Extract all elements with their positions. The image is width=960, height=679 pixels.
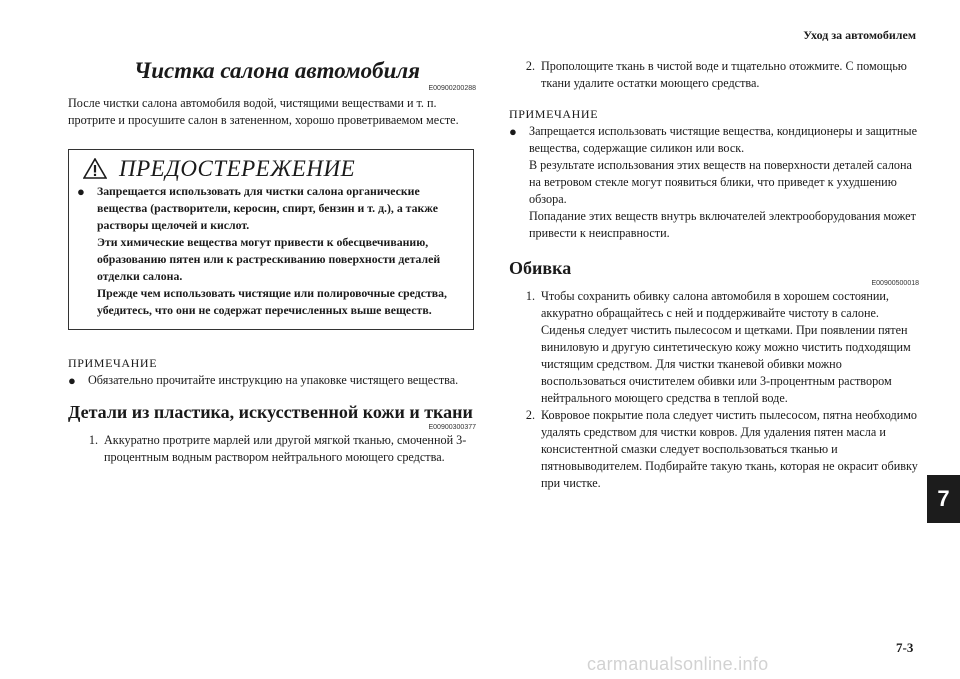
step-number: 1. [525,289,535,303]
step-item [509,407,919,492]
step-item [509,288,919,407]
chapter-tab: 7 [927,475,960,523]
section-code: E00900500018 [871,280,919,287]
watermark: carmanualsonline.info [587,654,769,674]
bullet-icon: ● [68,373,76,388]
section-title-plastic: Детали из пластика, искусственной кожи и ткани [68,402,473,422]
warning-body [77,183,463,319]
warning-bullet [77,183,463,319]
warning-line: Запрещается использовать для чистки салона органические вещества (растворители, керосин, спирт, бензин и т. д.), а также растворы щелочей и кислот. [97,184,438,232]
section-code: E00900200288 [428,85,476,92]
note-line: В результате использования этих веществ на поверхности деталей салона на ветровом стекле могут появиться блики, что приведет к ухудшению обзора. [529,158,912,206]
left-column [68,58,476,466]
step-item [68,432,476,466]
section-title-cleaning: Чистка салона автомобиля [133,58,421,83]
step-text: Чтобы сохранить обивку салона автомобиля в хорошем состоянии, аккуратно обращайтесь с ней и поддерживайте чистоту в салоне. [541,289,889,320]
note-heading: ПРИМЕЧАНИЕ [509,107,599,121]
section-code: E00900300377 [428,424,476,431]
step-text: Прополощите ткань в чистой воде и тщательно отожмите. С помощью ткани удалите остатки моющего средства. [541,59,907,90]
warning-header [83,158,463,179]
section-title-upholstery: Обивка [509,258,572,278]
step-item [509,58,919,92]
warning-box [68,149,474,330]
step-number: 2. [525,59,535,73]
warning-line: Эти химические вещества могут привести к обесцвечиванию, образованию пятен или к растрескиванию поверхности деталей отделки салона. [97,235,441,283]
note-line: Попадание этих веществ внутрь включателей электрооборудования может привести к неисправности. [529,209,916,240]
note-bullet [68,372,476,389]
step-text: Ковровое покрытие пола следует чистить пылесосом, пятна необходимо удалять средством для чистки ковров. Для удаления пятен масла и консистентной смазки следует воспользоваться тканью и пятновыводителем. Подбирайте такую ткань, которая не окрасит обивку при чистке. [541,408,918,490]
note-text: Обязательно прочитайте инструкцию на упаковке чистящего вещества. [88,373,459,387]
step-text: Аккуратно протрите марлей или другой мягкой тканью, смоченной 3-процентным водным раствором нейтрального моющего средства. [104,433,467,464]
step-number: 2. [525,408,535,422]
intro-paragraph: После чистки салона автомобиля водой, чистящими веществами и т. п. протрите и просушите салон в затененном, хорошо проветриваемом месте. [68,96,459,127]
note-block [68,355,476,389]
page-number: 7-3 [896,640,914,655]
bullet-icon: ● [509,124,517,139]
warning-title: ПРЕДОСТЕРЕЖЕНИЕ [119,156,356,181]
note-bullet [509,123,919,242]
warning-line: Прежде чем использовать чистящие или полировочные средства, убедитесь, что они не содержат перечисленных выше веществ. [97,286,447,317]
step-number: 1. [88,433,98,447]
page-header: Уход за автомобилем [803,28,916,42]
note-heading: ПРИМЕЧАНИЕ [68,356,158,370]
note-line: Запрещается использовать чистящие вещества, кондиционеры и защитные вещества, содержащие силикон или воск. [529,124,918,155]
step-text: Сиденья следует чистить пылесосом и щетками. При появлении пятен виниловую и другую синтетическую кожу можно чистить подходящим чистящим средством. Для чистки тканевой обивки можно воспользоваться очистителем обивки или 3-процентным раствором нейтрального моющего средства в теплой воде. [541,323,911,405]
right-column [509,58,919,492]
warning-triangle-icon [83,158,107,179]
note-block [509,106,919,242]
bullet-icon: ● [77,184,85,199]
